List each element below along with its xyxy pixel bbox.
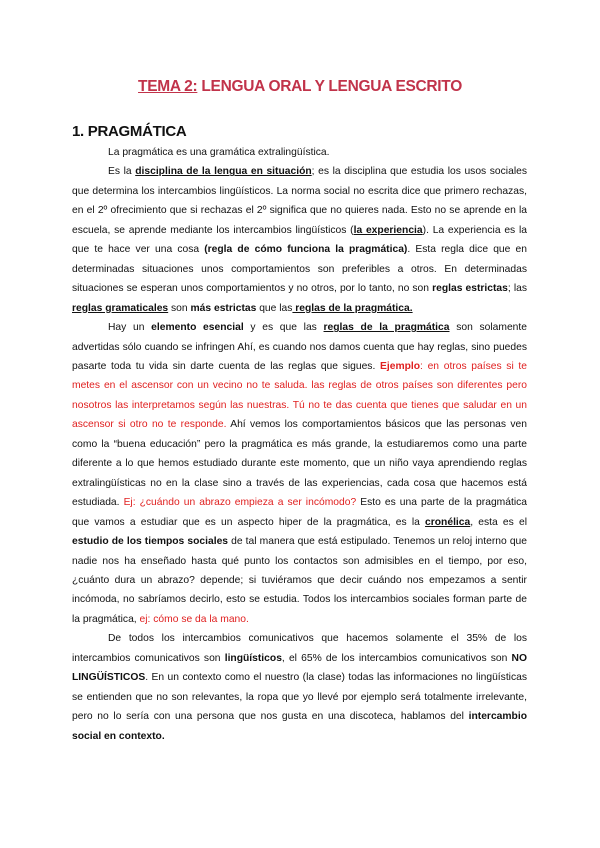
document-body	[72, 143, 527, 746]
p1-text: La pragmática es una gramática extralingüística.	[108, 147, 330, 158]
p2-key-term: más estrictas	[190, 302, 257, 314]
paragraph-1	[72, 143, 527, 162]
p2-key-term: reglas de la pragmática.	[292, 302, 413, 314]
p4-key-term: intercambio social en contexto.	[72, 711, 527, 742]
p3-key-term: estudio de los tiempos sociales	[72, 536, 229, 548]
p3-text: son solamente advertidas sólo cuando se infringen Ahí, es cuando nos damos cuenta que hay reglas, sino puedes pasarte toda tu vida sin darte cuenta de las reglas que sigues.	[72, 322, 527, 372]
p2-text: Es la	[108, 166, 136, 178]
p4-text: De todos los intercambios comunicativos que hacemos solamente el 35% de los intercambios comunicativos son	[72, 633, 527, 664]
title-topic-number: TEMA 2:	[138, 78, 198, 95]
p2-text: ). La experiencia es la que te hace ver una cosa	[72, 224, 527, 256]
p2-key-term: reglas gramaticales	[72, 302, 169, 314]
document-title	[0, 78, 600, 96]
p2-text: son	[168, 302, 191, 314]
p2-text: ; las	[507, 283, 528, 295]
p3-example: Ej: ¿cuándo un abrazo empieza a ser incómodo?	[123, 497, 357, 509]
p3-example: ej: cómo se da la mano.	[139, 613, 249, 625]
section-heading: 1. PRAGMÁTICA	[72, 123, 187, 140]
p3-example: : en otros países si te metes en el ascensor con un vecino no te saluda. las reglas de otros países son diferentes pero nosotros las interpretamos según las nuestras. Tú no te das cuenta que tienes que saludar en un ascensor si otro no te responde.	[72, 360, 527, 431]
p3-key-term: elemento esencial	[151, 322, 244, 334]
p3-text: y es que las	[243, 322, 324, 334]
p3-example-label: Ejemplo	[379, 360, 421, 372]
p3-key-term: cronélica	[425, 516, 471, 528]
p2-key-term: disciplina de la lengua en situación	[135, 166, 312, 178]
paragraph-3	[72, 318, 527, 629]
p3-text: Hay un	[108, 322, 152, 334]
p2-text: que las	[256, 302, 293, 314]
p3-text: de tal manera que está estipulado. Tenemos un reloj interno que nadie nos ha enseñado hasta qué punto los contactos son admisibles en el tiempo, por eso, ¿cuánto dura un abrazo? depende; si tuviéramos que decir cuándo nos empezamos a sentir incómoda, no sabríamos decirlo, esto se estudia. Todos los intercambios sociales forman parte de la pragmática,	[72, 536, 527, 625]
p3-text: Ahí vemos los comportamientos básicos que las personas ven como la “buena educación” pero la pragmática es más grande, la estudiaremos como una parte diferente a lo que hemos estudiado durante este momento, que un niño vaya aprendiendo reglas extralingüísticas no en la clase sino a través de las experiencias, cada cosa que hacemos está estudiada.	[72, 419, 527, 509]
p3-text: , esta es el	[470, 516, 528, 528]
paragraph-4	[72, 629, 527, 746]
p4-text: . En un contexto como el nuestro (la clase) todas las informaciones no lingüísticas se entienden que no son relevantes, la ropa que yo llevé por ejemplo será totalmente irrelevante, pero no lo sería con una persona que nos gusta en una discoteca, hablamos del	[72, 672, 527, 723]
title-topic-name: LENGUA ORAL Y LENGUA ESCRITO	[197, 78, 462, 95]
p4-key-term: lingüísticos	[224, 652, 282, 664]
p2-text: ; es la disciplina que estudia los usos sociales que determina los intercambios lingüísticos. La norma social no escrita dice que primero rechazas, en el 2º ofrecimiento que si rechazas el 2º significa que no quieres nada. Esto no se aprende en la escuela, se aprende mediante los intercambios lingüísticos (	[72, 166, 527, 236]
p2-text: . Esta regla dice que en determinadas situaciones unos comportamientos son preferibles a otros. En determinadas situaciones se esperan unos comportamientos y no otros, por lo tanto, no son	[72, 244, 527, 295]
p4-text: , el 65% de los intercambios comunicativos son	[281, 652, 512, 664]
paragraph-2	[72, 162, 527, 318]
p4-key-term: NO LINGÜÍSTICOS	[72, 652, 527, 684]
p2-key-term: (regla de cómo funciona la pragmática)	[204, 244, 408, 256]
p2-key-term: la experiencia	[353, 224, 423, 236]
p3-text: Esto es una parte de la pragmática que vamos a estudiar que es un aspecto hiper de la pragmática, es la	[72, 497, 527, 528]
p3-key-term: reglas de la pragmática	[323, 322, 450, 334]
p2-key-term: reglas estrictas	[432, 283, 508, 295]
